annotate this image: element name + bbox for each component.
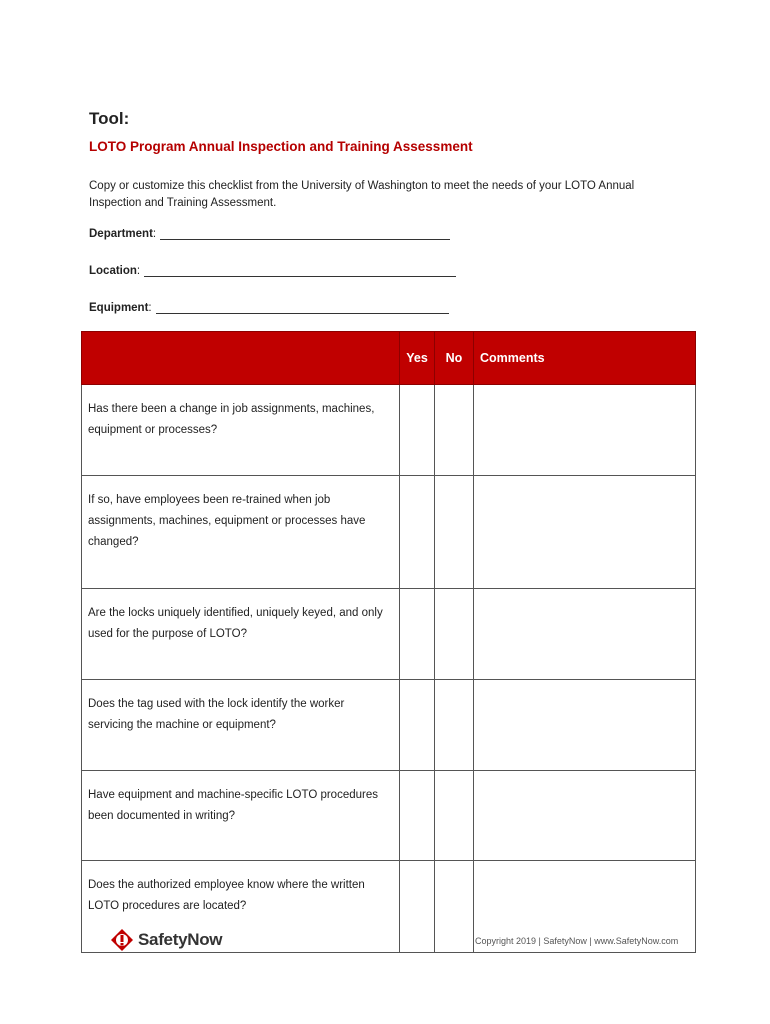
- department-blank-line[interactable]: [160, 227, 450, 240]
- yes-header: Yes: [400, 332, 435, 385]
- footer-logo: [110, 928, 222, 952]
- yes-cell[interactable]: [400, 476, 435, 589]
- no-cell[interactable]: [435, 861, 474, 953]
- no-header: No: [435, 332, 474, 385]
- equipment-blank-line[interactable]: [156, 301, 449, 314]
- location-colon: :: [136, 265, 141, 277]
- no-cell[interactable]: [435, 589, 474, 680]
- brand-name: SafetyNow: [138, 930, 223, 949]
- equipment-label: Equipment: [89, 302, 149, 314]
- table-row: [82, 385, 696, 476]
- checklist-table: [81, 331, 696, 953]
- question-cell: Does the tag used with the lock identify the worker servicing the machine or equipment?: [82, 680, 400, 771]
- department-label: Department: [89, 228, 153, 240]
- copyright-text: Copyright 2019 | SafetyNow | www.SafetyNow.com: [475, 936, 679, 946]
- yes-cell[interactable]: [400, 680, 435, 771]
- yes-cell[interactable]: [400, 771, 435, 861]
- no-cell[interactable]: [435, 680, 474, 771]
- comments-cell[interactable]: [474, 385, 696, 476]
- equipment-field: [89, 301, 449, 314]
- comments-header: Comments: [474, 332, 696, 385]
- comments-cell[interactable]: [474, 680, 696, 771]
- question-cell: Have equipment and machine-specific LOTO procedures been documented in writing?: [82, 771, 400, 861]
- department-field: [89, 227, 450, 240]
- yes-cell[interactable]: [400, 589, 435, 680]
- yes-cell[interactable]: [400, 385, 435, 476]
- equipment-colon: :: [148, 302, 152, 314]
- document-title: LOTO Program Annual Inspection and Training Assessment: [89, 139, 473, 154]
- table-header-row: [82, 332, 696, 385]
- no-cell[interactable]: [435, 385, 474, 476]
- table-row: [82, 771, 696, 861]
- question-cell: Has there been a change in job assignments, machines, equipment or processes?: [82, 385, 400, 476]
- safetynow-logo-icon: [110, 928, 134, 952]
- table-row: [82, 476, 696, 589]
- table-row: [82, 680, 696, 771]
- yes-cell[interactable]: [400, 861, 435, 953]
- question-cell: Does the authorized employee know where the written LOTO procedures are located?: [82, 861, 400, 953]
- tool-label: Tool:: [89, 109, 130, 128]
- comments-cell[interactable]: [474, 589, 696, 680]
- location-label: Location: [89, 265, 137, 277]
- department-colon: :: [152, 228, 157, 240]
- location-blank-line[interactable]: [144, 264, 456, 277]
- comments-cell[interactable]: [474, 476, 696, 589]
- question-cell: Are the locks uniquely identified, uniquely keyed, and only used for the purpose of LOTO?: [82, 589, 400, 680]
- intro-text: Copy or customize this checklist from the University of Washington to meet the needs of your LOTO Annual Inspection and Training Assessment.: [89, 180, 635, 209]
- no-cell[interactable]: [435, 476, 474, 589]
- question-header: [82, 332, 400, 385]
- no-cell[interactable]: [435, 771, 474, 861]
- location-field: [89, 264, 456, 277]
- table-row: [82, 589, 696, 680]
- comments-cell[interactable]: [474, 771, 696, 861]
- question-cell: If so, have employees been re-trained when job assignments, machines, equipment or processes have changed?: [82, 476, 400, 589]
